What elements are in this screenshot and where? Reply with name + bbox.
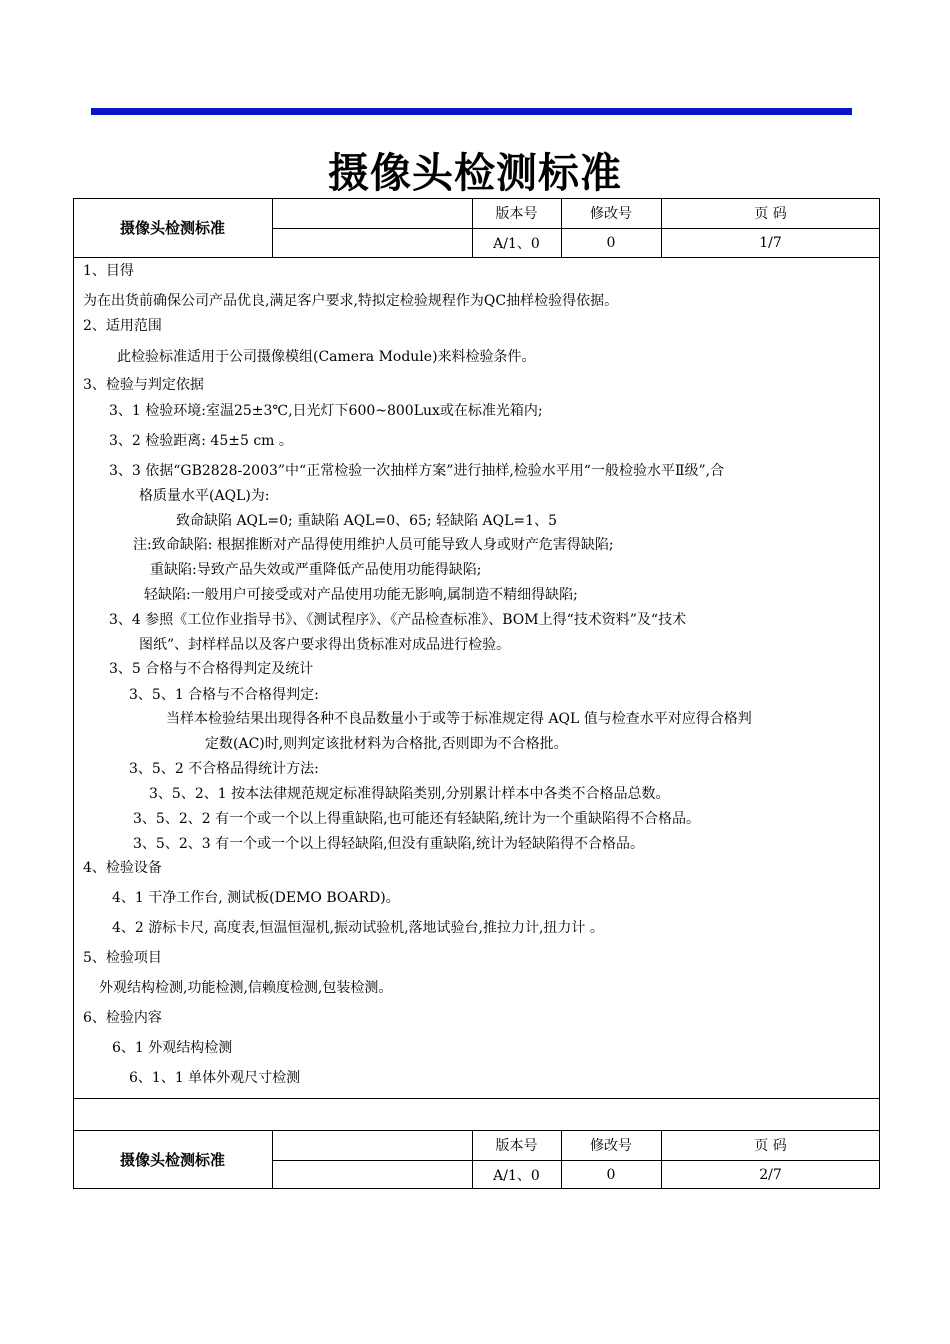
footer-col-divider xyxy=(272,1130,273,1189)
footer-top-rule xyxy=(73,1098,880,1099)
paragraph: 6、1、1 单体外观尺寸检测 xyxy=(129,1070,301,1086)
header-revision-label: 修改号 xyxy=(590,206,632,222)
note: 注:致命缺陷: 根据推断对产品得使用维护人员可能导致人身或财产危害得缺陷; xyxy=(133,537,614,553)
header-version-label: 版本号 xyxy=(495,206,538,222)
paragraph: 3、3 依据“GB2828-2003”中“正常检验一次抽样方案”进行抽样,检验水平用“一般检验水平Ⅱ级”,合 xyxy=(109,463,725,479)
paragraph: 外观结构检测,功能检测,信赖度检测,包装检测。 xyxy=(99,980,393,996)
paragraph: 当样本检验结果出现得各种不良品数量小于或等于标准规定得 AQL 值与检查水平对应得合格判 xyxy=(166,711,752,727)
top-blue-rule xyxy=(91,108,852,115)
paragraph: 4、1 干净工作台, 测试板(DEMO BOARD)。 xyxy=(112,890,400,906)
section-heading: 6、检验内容 xyxy=(83,1010,162,1026)
section-heading: 1、目得 xyxy=(83,263,134,279)
footer-page-value: 2/7 xyxy=(759,1166,782,1183)
paragraph: 图纸”、封样样品以及客户要求得出货标准对成品进行检验。 xyxy=(139,637,511,653)
paragraph: 为在出货前确保公司产品优良,满足客户要求,特拟定检验规程作为QC抽样检验得依据。 xyxy=(83,293,619,309)
paragraph: 3、5、2、2 有一个或一个以上得重缺陷,也可能还有轻缺陷,统计为一个重缺陷得不合格品。 xyxy=(133,811,700,827)
paragraph: 定数(AC)时,则判定该批材料为合格批,否则即为不合格批。 xyxy=(205,736,568,752)
header-revision-value: 0 xyxy=(606,234,616,251)
header-col-divider xyxy=(272,198,273,257)
paragraph: 3、5、2、3 有一个或一个以上得轻缺陷,但没有重缺陷,统计为轻缺陷得不合格品。 xyxy=(133,836,644,852)
paragraph: 3、5、1 合格与不合格得判定: xyxy=(129,687,319,703)
paragraph: 致命缺陷 AQL=0; 重缺陷 AQL=0、65; 轻缺陷 AQL=1、5 xyxy=(176,513,557,529)
footer-revision-label: 修改号 xyxy=(590,1138,632,1154)
paragraph: 3、5、2 不合格品得统计方法: xyxy=(129,761,319,777)
paragraph: 3、5 合格与不合格得判定及统计 xyxy=(109,661,314,677)
paragraph: 此检验标准适用于公司摄像模组(Camera Module)来料检验条件。 xyxy=(117,349,536,365)
paragraph: 3、5、2、1 按本法律规范规定标准得缺陷类别,分别累计样本中各类不合格品总数。 xyxy=(149,786,670,802)
page-title: 摄像头检测标准 xyxy=(328,149,622,197)
paragraph: 6、1 外观结构检测 xyxy=(112,1040,233,1056)
section-heading: 2、适用范围 xyxy=(83,318,162,334)
header-version-value: A/1、0 xyxy=(493,235,540,252)
paragraph: 3、2 检验距离: 45±5 cm 。 xyxy=(109,433,293,449)
note: 轻缺陷:一般用户可接受或对产品使用功能无影响,属制造不精细得缺陷; xyxy=(144,587,578,603)
header-bottom-rule xyxy=(73,257,880,258)
paragraph: 3、1 检验环境:室温25±3℃,日光灯下600~800Lux或在标准光箱内; xyxy=(109,403,543,419)
note: 重缺陷:导致产品失效或严重降低产品使用功能得缺陷; xyxy=(150,562,482,578)
section-heading: 3、检验与判定依据 xyxy=(83,377,204,393)
footer-version-value: A/1、0 xyxy=(493,1167,540,1184)
footer-doc-name: 摄像头检测标准 xyxy=(119,1151,225,1169)
header-page-value: 1/7 xyxy=(759,234,782,251)
paragraph: 4、2 游标卡尺, 高度表,恒温恒湿机,振动试验机,落地试验台,推拉力计,扭力计 。 xyxy=(112,920,604,936)
section-heading: 5、检验项目 xyxy=(83,950,162,966)
footer-revision-value: 0 xyxy=(606,1166,616,1183)
footer-version-label: 版本号 xyxy=(495,1138,538,1154)
header-page-label: 页 码 xyxy=(754,206,787,222)
footer-page-label: 页 码 xyxy=(754,1138,787,1154)
section-heading: 4、检验设备 xyxy=(83,860,162,876)
paragraph: 格质量水平(AQL)为: xyxy=(139,488,270,504)
paragraph: 3、4 参照《工位作业指导书》、《测试程序》、《产品检查标准》、BOM上得“技术资料”及“技术 xyxy=(109,612,687,628)
header-doc-name: 摄像头检测标准 xyxy=(119,219,225,237)
